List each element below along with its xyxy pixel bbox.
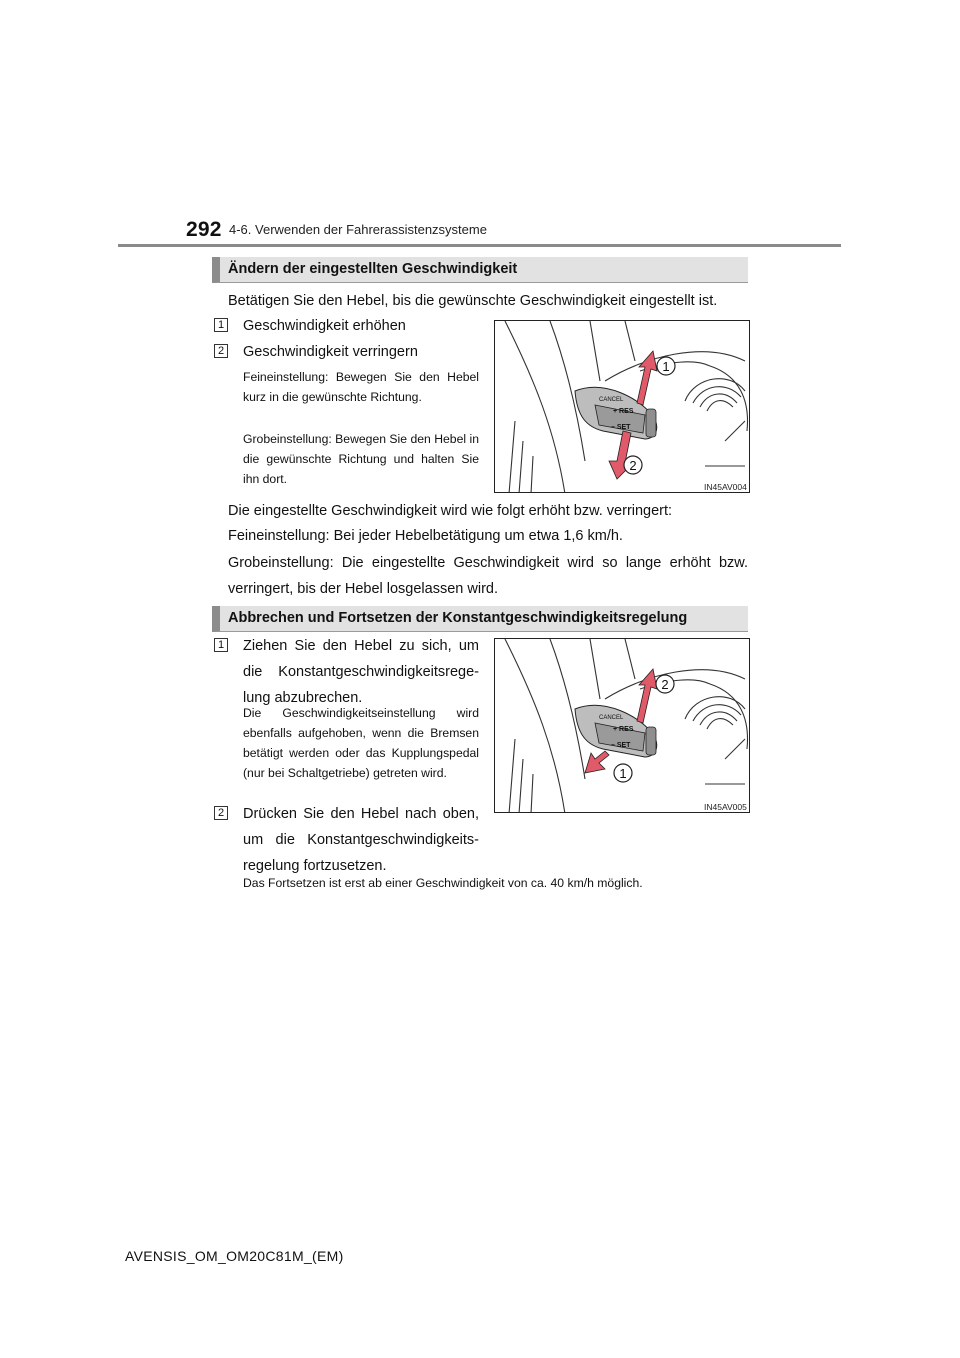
lever-set-label: – SET (611, 742, 631, 749)
figure-code: IN45AV004 (704, 482, 747, 492)
note-fine-adjustment: Feineinstellung: Bewegen Sie den Hebel kurz in die gewünschte Richtung. (243, 370, 479, 404)
arrow-up-resume (637, 669, 657, 723)
lever-cancel-label: CANCEL (599, 397, 624, 403)
item-number-1: 1 (214, 318, 228, 332)
item-number-2: 2 (214, 344, 228, 358)
arrow-pull-cancel (585, 751, 609, 773)
para-fine-adjust: Feineinstellung: Bei jeder Hebelbetätigung um etwa 1,6 km/h. (228, 528, 623, 544)
arrow-up-increase (637, 351, 657, 405)
callout-2: 2 (629, 458, 637, 473)
note-resume: Das Fortsetzen ist erst ab einer Geschwindigkeit von ca. 40 km/h möglich. (243, 876, 643, 890)
lever-set-label: – SET (611, 424, 631, 431)
section-heading-cancel-resume (212, 606, 748, 632)
note-coarse-adjustment: Grobeinstellung: Bewegen Sie den Hebel in die gewünschte Richtung und halten Sie ihn dort. (243, 432, 479, 486)
page-number: 292 (186, 218, 222, 241)
chapter-title: 4-6. Verwenden der Fahrerassistenzsysteme (229, 222, 487, 237)
lever-res-label: + RES (613, 726, 634, 733)
callout-1: 1 (662, 359, 670, 374)
intro-text: Betätigen Sie den Hebel, bis die gewünschte Geschwindigkeit eingestellt ist. (228, 293, 718, 309)
lever-res-label: + RES (613, 408, 634, 415)
item-resume: Drücken Sie den Hebel nach oben, um die Konstantgeschwindigkeitsregelung fortzusetzen. (243, 806, 479, 874)
section-heading-change-speed (212, 257, 748, 283)
section-heading-text: Abbrechen und Fortsetzen der Konstantgeschwindigkeitsregelung (228, 610, 688, 626)
callout-2: 2 (661, 677, 669, 692)
item-number-1: 1 (214, 638, 228, 652)
para-adjust-info: Die eingestellte Geschwindigkeit wird wie folgt erhöht bzw. verringert: (228, 503, 673, 519)
figure-code: IN45AV005 (704, 802, 747, 812)
item-decrease-speed: Geschwindigkeit verringern (243, 344, 418, 360)
figure-lever-cancel-resume (494, 638, 750, 813)
section-heading-text: Ändern der eingestellten Geschwindigkeit (228, 261, 518, 277)
item-cancel: Ziehen Sie den Hebel zu sich, um die Konstantgeschwindigkeitsregelung abzubrechen. (243, 638, 479, 706)
header-divider (118, 244, 841, 247)
footer-doc-id: AVENSIS_OM_OM20C81M_(EM) (125, 1248, 344, 1264)
lever-illustration (495, 321, 750, 493)
para-coarse-adjust: Grobeinstellung: Die eingestellte Geschwindigkeit wird so lange erhöht bzw. verringert, bis der Hebel losgelassen wird. (228, 555, 748, 597)
item-increase-speed: Geschwindigkeit erhöhen (243, 318, 406, 334)
lever-illustration (495, 639, 750, 813)
item-number-2: 2 (214, 806, 228, 820)
lever-cancel-label: CANCEL (599, 715, 624, 721)
figure-lever-speed-adjust (494, 320, 750, 493)
callout-1: 1 (619, 766, 627, 781)
note-cancel: Die Geschwindigkeitseinstellung wird ebenfalls aufgehoben, wenn die Bremsen betätigt werden oder das Kupplungspedal (nur bei Schaltgetriebe) getreten wird. (243, 706, 479, 780)
